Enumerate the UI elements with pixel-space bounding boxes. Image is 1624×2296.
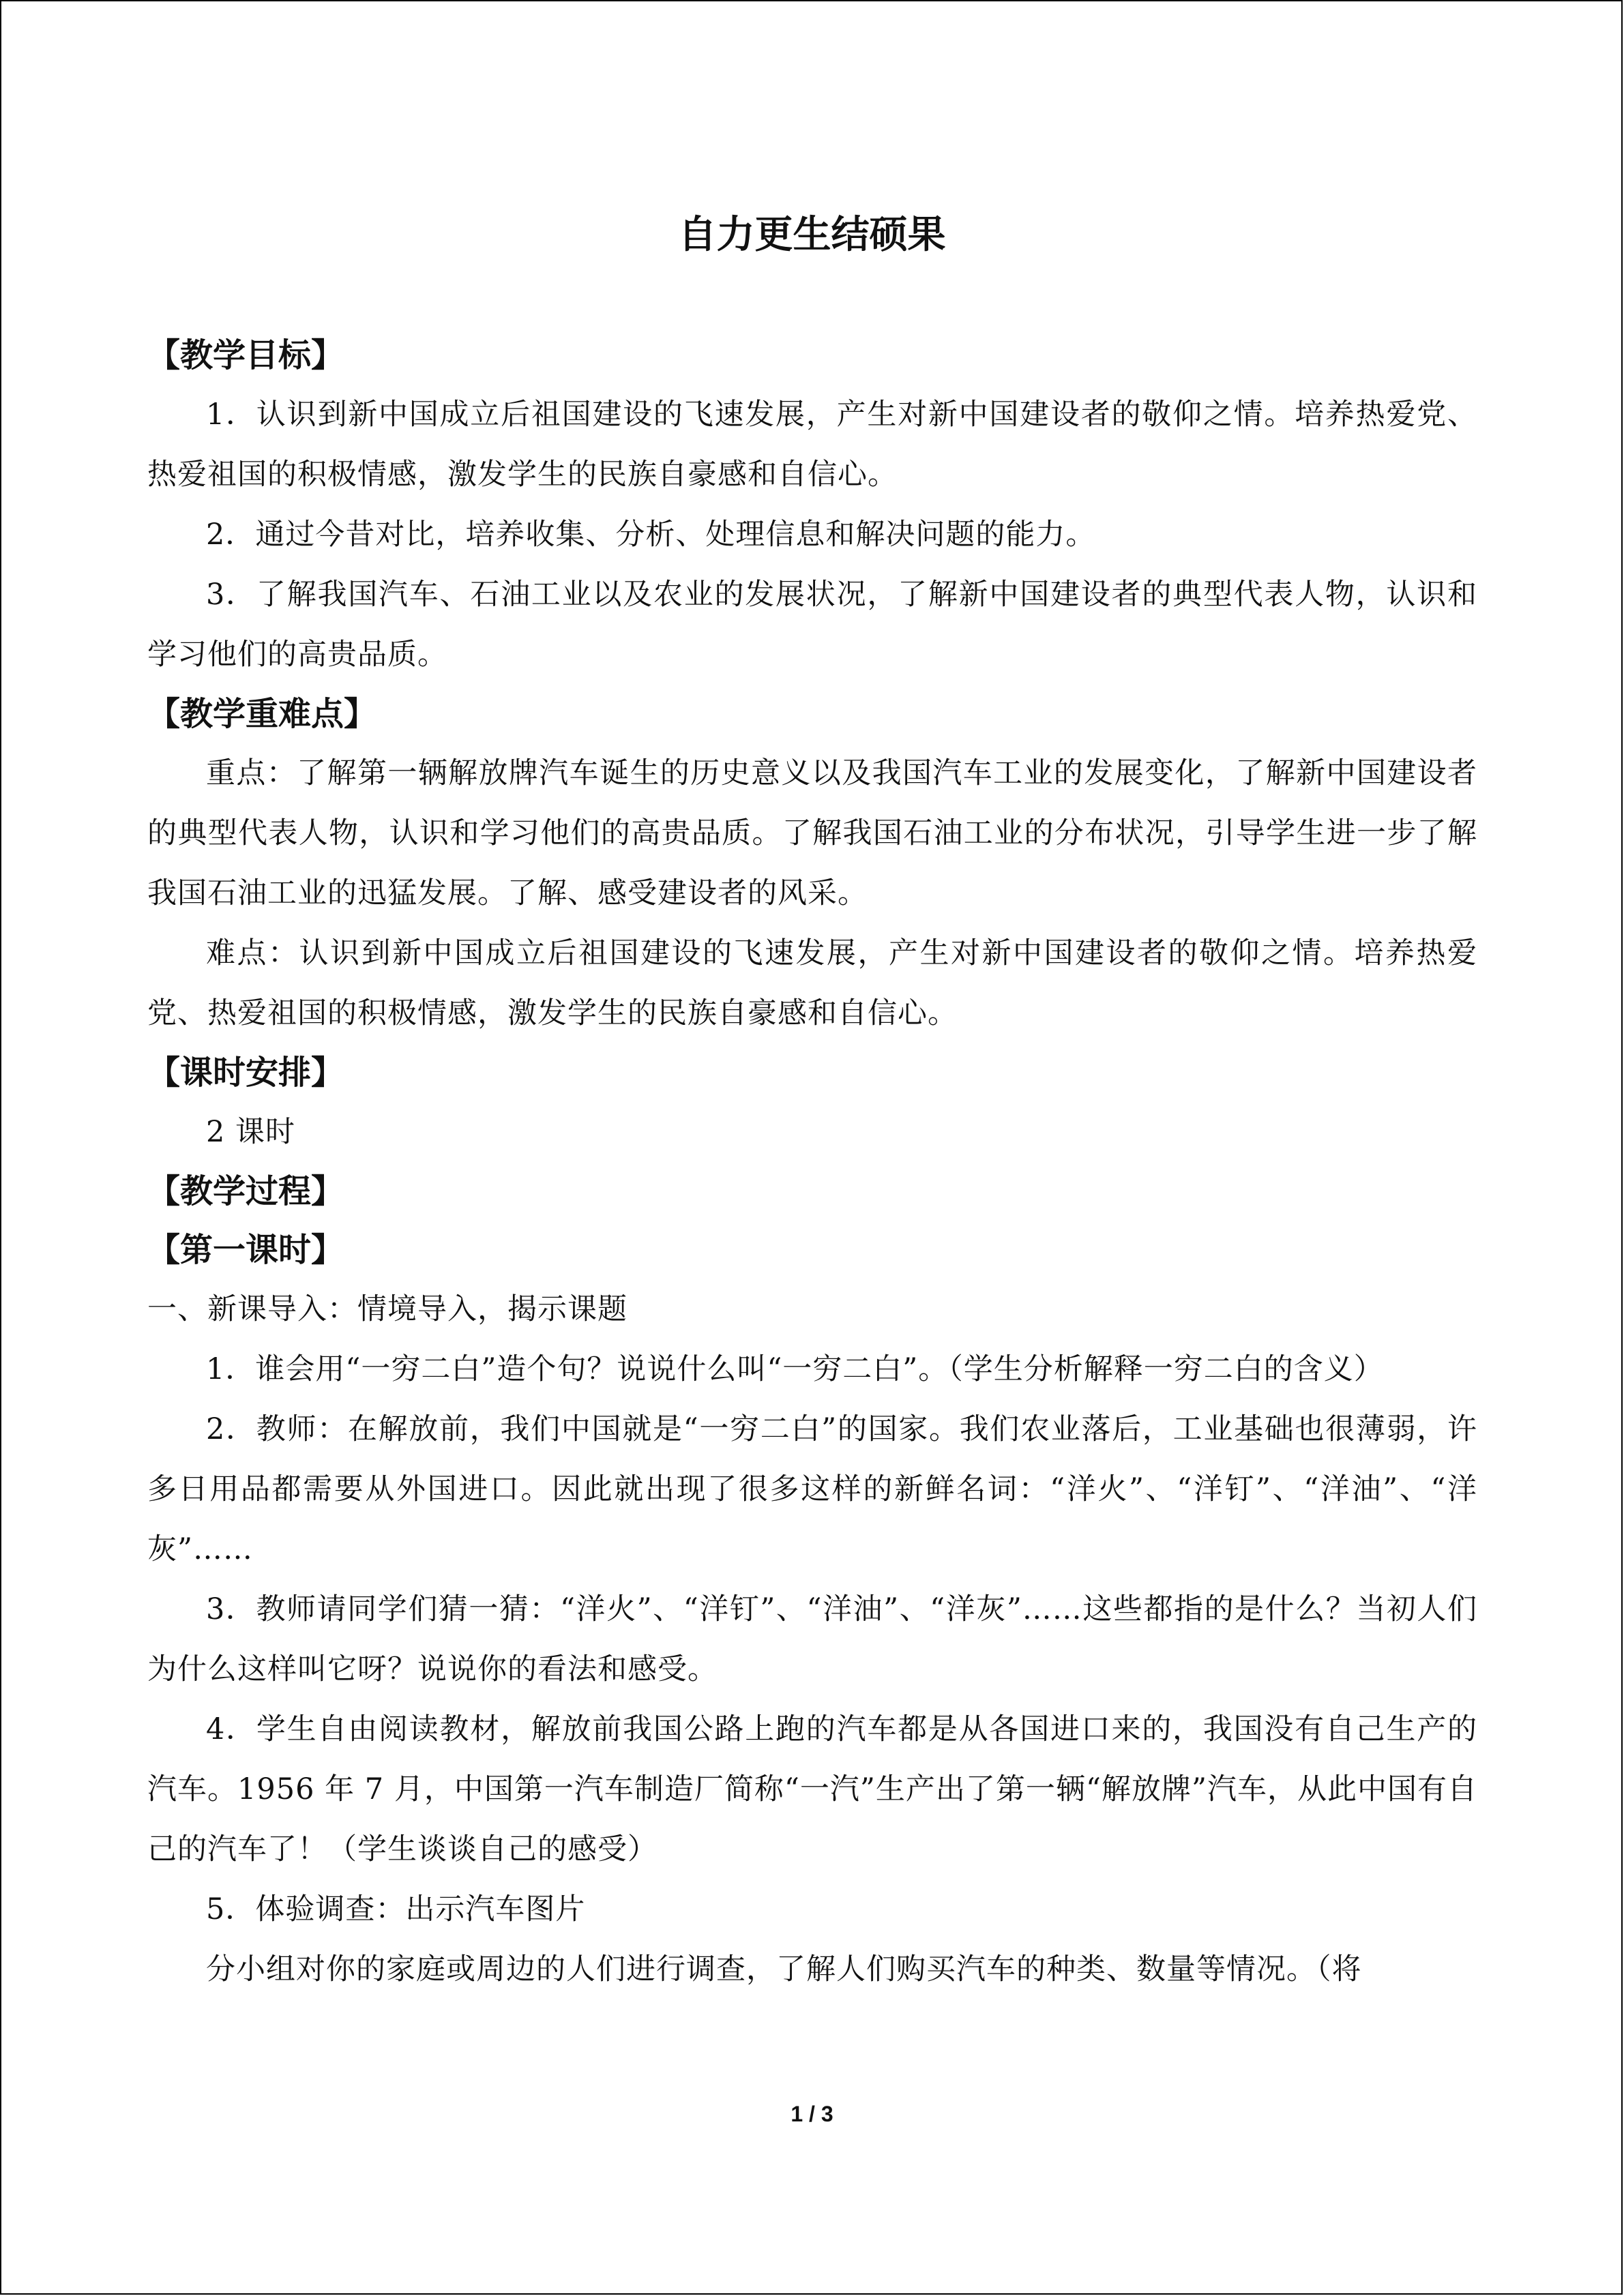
lesson1-item: 分小组对你的家庭或周边的人们进行调查，了解人们购买汽车的种类、数量等情况。（将 [206, 1952, 1362, 1986]
document-title: 自力更生结硕果 [678, 213, 946, 257]
lesson1-item: 4．学生自由阅读教材，解放前我国公路上跑的汽车都是从各国进口来的，我国没有自己生产的汽车。1956 年 7 月，中国第一汽车制造厂简称“一汽”生产出了第一辆“解放牌”汽车，从此中国有自己的汽车了！（学生谈谈自己的感受） [147, 1712, 1477, 1866]
lesson1-item: 1．谁会用“一穷二白”造个句？说说什么叫“一穷二白”。（学生分析解释一穷二白的含义） [206, 1352, 1384, 1386]
section-heading-objectives: 【教学目标】 [147, 336, 344, 374]
document-body [147, 326, 1477, 1999]
section-heading-lesson1: 【第一课时】 [147, 1231, 344, 1269]
schedule-text: 2 课时 [206, 1115, 296, 1149]
objective-item: 3．了解我国汽车、石油工业以及农业的发展状况，了解新中国建设者的典型代表人物，认识和学习他们的高贵品质。 [147, 578, 1477, 672]
lesson1-item: 5．体验调查：出示汽车图片 [206, 1892, 586, 1926]
section-heading-keypoints: 【教学重难点】 [147, 695, 377, 733]
keypoint-paragraph: 重点：了解第一辆解放牌汽车诞生的历史意义以及我国汽车工业的发展变化，了解新中国建设者的典型代表人物，认识和学习他们的高贵品质。了解我国石油工业的分布状况，引导学生进一步了解我国石油工业的迅猛发展。了解、感受建设者的风采。 [147, 756, 1477, 910]
lesson1-item: 2．教师：在解放前，我们中国就是“一穷二白”的国家。我们农业落后，工业基础也很薄弱，许多日用品都需要从外国进口。因此就出现了很多这样的新鲜名词：“洋火”、“洋钉”、“洋油”、“洋灰”…… [147, 1412, 1477, 1566]
section-heading-schedule: 【课时安排】 [147, 1054, 344, 1092]
objective-item: 2．通过今昔对比，培养收集、分析、处理信息和解决问题的能力。 [206, 518, 1096, 552]
lesson1-intro: 一、新课导入：情境导入，揭示课题 [147, 1292, 628, 1326]
page-number: 1 / 3 [791, 2102, 833, 2126]
section-heading-process: 【教学过程】 [147, 1172, 344, 1210]
lesson1-item: 3．教师请同学们猜一猜：“洋火”、“洋钉”、“洋油”、“洋灰”……这些都指的是什么？当初人们为什么这样叫它呀？说说你的看法和感受。 [147, 1592, 1477, 1686]
objective-item: 1．认识到新中国成立后祖国建设的飞速发展，产生对新中国建设者的敬仰之情。培养热爱党、热爱祖国的积极情感，激发学生的民族自豪感和自信心。 [147, 398, 1477, 492]
keypoint-paragraph: 难点：认识到新中国成立后祖国建设的飞速发展，产生对新中国建设者的敬仰之情。培养热爱党、热爱祖国的积极情感，激发学生的民族自豪感和自信心。 [147, 936, 1477, 1030]
